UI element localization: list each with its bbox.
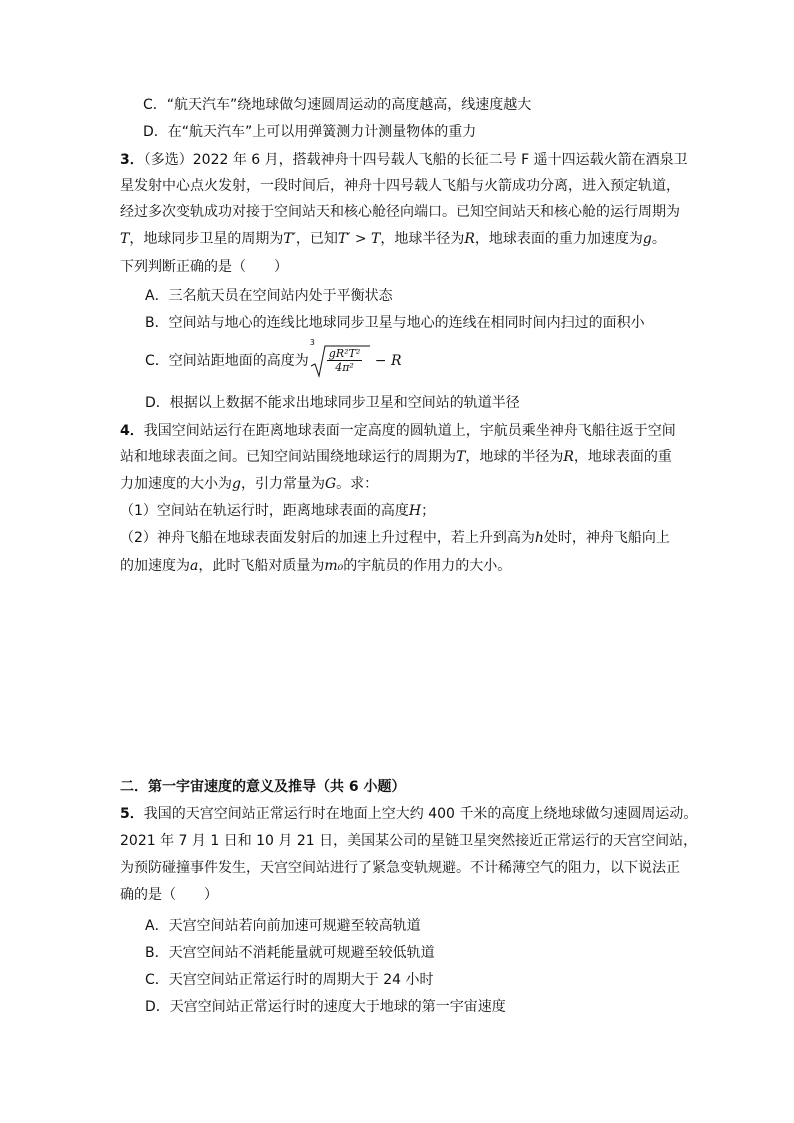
q3-number: 3． — [120, 152, 144, 168]
q3-text-c: ，地球半径为 — [380, 231, 465, 247]
q5-stem-4: 确的是（ ） — [120, 887, 218, 903]
var-T-prime: T′ — [283, 231, 296, 247]
var-T: T — [120, 231, 130, 247]
var-g: g — [642, 231, 652, 247]
q5-line1 — [120, 804, 697, 824]
q3-stem-5: 下列判断正确的是（ ） — [120, 259, 288, 275]
var-h: h — [534, 530, 544, 546]
var-a: a — [190, 558, 199, 574]
q5-option-d: D．天宫空间站正常运行时的速度大于地球的第一宇宙速度 — [145, 999, 506, 1015]
fraction-numerator: gR²T² — [328, 347, 361, 360]
var-G: G — [324, 476, 337, 492]
q4-text-e: ，引力常量为 — [240, 476, 325, 492]
q5-stem-1: 我国的天宫空间站正常运行时在地面上空大约 400 千米的高度上绕地球做匀速圆周运动。 — [143, 806, 698, 822]
ineq-T: T′ > T — [337, 231, 381, 247]
q5-option-b: B．天宫空间站不消耗能量就可规避至较低轨道 — [145, 945, 435, 961]
q3-stem-2: 星发射中心点火发射，一段时间后，神舟十四号载人飞船与火箭成功分离，进入预定轨道， — [120, 178, 680, 194]
q4-sub1 — [120, 501, 435, 521]
q4-text-a: 站和地球表面之间。已知空间站围绕地球运行的周期为 — [120, 449, 456, 465]
q4-line1 — [120, 421, 676, 441]
minus-R: − R — [374, 353, 402, 369]
q3-stem-4 — [120, 229, 666, 249]
q4-sub2-text-a: （2）神舟飞船在地球表面发射后的加速上升过程中，若上升到高为 — [120, 530, 535, 546]
q5-option-a: A．天宫空间站若向前加速可规避至较高轨道 — [145, 918, 421, 934]
q4-stem-1: 我国空间站运行在距离地球表面一定高度的圆轨道上，宇航员乘坐神舟飞船往返于空间 — [143, 423, 676, 439]
fraction — [327, 347, 362, 374]
q3-option-c — [145, 338, 402, 378]
q5-option-c: C．天宫空间站正常运行时的周期大于 24 小时 — [145, 972, 434, 988]
var-H: H — [408, 503, 422, 519]
q2-option-d: D．在“航天汽车”上可以用弹簧测力计测量物体的重力 — [143, 124, 477, 140]
var-R: R — [563, 449, 574, 465]
q4-text-b: ，地球的半径为 — [465, 449, 564, 465]
var-g: g — [232, 476, 241, 492]
q4-stem-2 — [120, 447, 672, 467]
q5-stem-3: 为预防碰撞事件发生，天宫空间站进行了紧急变轨规避。不计稀薄空气的阻力，以下说法正 — [120, 860, 680, 876]
q3-option-b: B．空间站与地心的连线比地球同步卫星与地心的连线在相同时间内扫过的面积小 — [145, 315, 645, 331]
q3-line1 — [120, 150, 688, 170]
section-heading: 二．第一宇宙速度的意义及推导（共 6 小题） — [120, 779, 406, 795]
q4-number: 4． — [120, 423, 144, 439]
q4-sub2-text-d: ，此时飞船对质量为 — [198, 558, 325, 574]
var-R: R — [464, 231, 475, 247]
q4-sub1-end: ； — [421, 503, 436, 519]
q4-text-c: ，地球表面的重 — [573, 449, 672, 465]
q4-sub2-text-b: 处时，神舟飞船向上 — [543, 530, 670, 546]
q2-option-c: C．“航天汽车”绕地球做匀速圆周运动的高度越高，线速度越大 — [143, 97, 532, 113]
fraction-denominator: 4π² — [335, 361, 354, 374]
q4-sub2-text-c: 的加速度为 — [120, 558, 190, 574]
cube-root — [309, 338, 371, 378]
q4-sub2-line1 — [120, 528, 670, 548]
q3-option-c-text: C．空间站距地面的高度为 — [145, 353, 309, 369]
q4-sub1-text: （1）空间站在轨运行时，距离地球表面的高度 — [120, 503, 409, 519]
q3-stem-3: 经过多次变轨成功对接于空间站天和核心舱径向端口。已知空间站天和核心舱的运行周期为 — [120, 204, 680, 220]
q3-option-a: A．三名航天员在空间站内处于平衡状态 — [145, 288, 393, 304]
q5-stem-2: 2021 年 7 月 1 日和 10 月 21 日，美国某公司的星链卫星突然接近正常运行的天宫空间站， — [120, 833, 698, 849]
q4-sub2-line2 — [120, 556, 511, 576]
q3-option-d: D．根据以上数据不能求出地球同步卫星和空间站的轨道半径 — [145, 395, 520, 411]
q4-text-d: 力加速度的大小为 — [120, 476, 232, 492]
q4-text-f: 。求： — [336, 476, 379, 492]
q5-number: 5． — [120, 806, 144, 822]
q4-sub2-text-e: 的宇航员的作用力的大小。 — [343, 558, 512, 574]
q3-text-e: 。 — [651, 231, 666, 247]
q3-text-b: ，已知 — [295, 231, 338, 247]
var-m0: m₀ — [324, 558, 344, 574]
q3-text-d: ，地球表面的重力加速度为 — [474, 231, 643, 247]
q3-stem-1: （多选）2022 年 6 月，搭载神舟十四号载人飞船的长征二号 F 遥十四运载火箭在酒泉卫 — [143, 152, 688, 168]
var-T: T — [456, 449, 466, 465]
root-index: 3 — [309, 338, 315, 347]
q4-stem-3 — [120, 474, 378, 494]
q3-text-a: ，地球同步卫星的周期为 — [129, 231, 284, 247]
